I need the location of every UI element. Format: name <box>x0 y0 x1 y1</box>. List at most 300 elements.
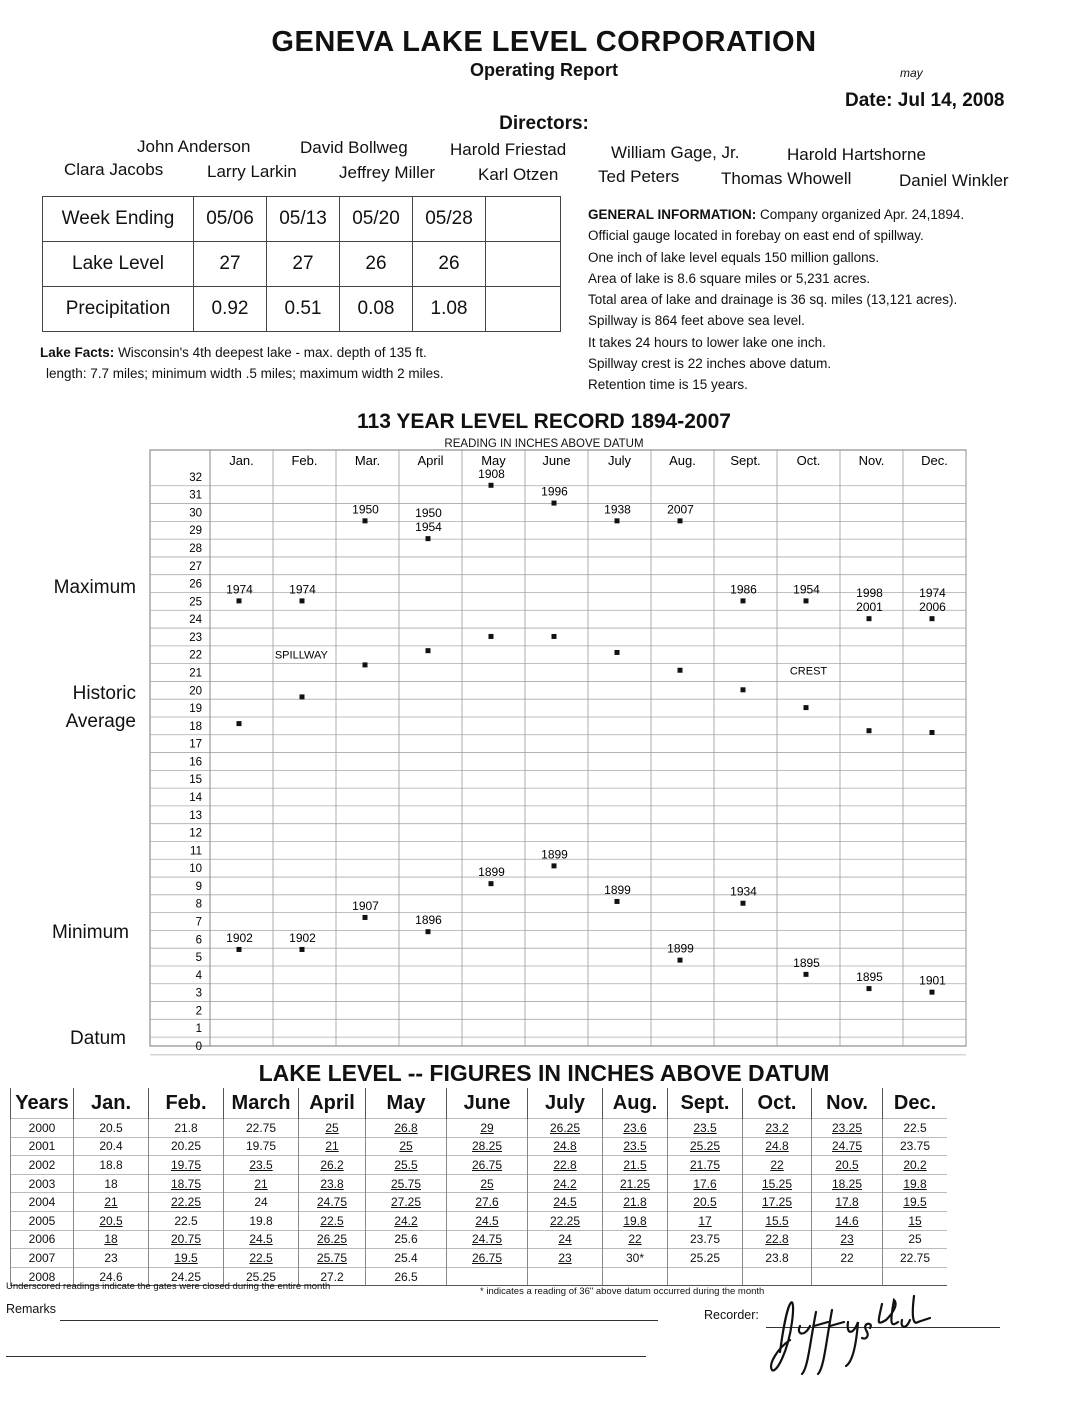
level-cell: 19.8 <box>603 1211 668 1230</box>
table-row <box>11 1174 948 1193</box>
min-year-label: 1899 <box>541 847 568 862</box>
avg-point <box>300 694 305 699</box>
level-cell <box>603 1267 668 1286</box>
table-row <box>11 1156 948 1175</box>
level-cell: 22 <box>743 1156 812 1175</box>
level-cell: 22 <box>603 1230 668 1249</box>
max-year-label: 1998 <box>856 586 883 601</box>
min-year-label: 1902 <box>289 930 316 945</box>
level-cell: 20.25 <box>149 1137 224 1156</box>
table-row <box>11 1211 948 1230</box>
chart-subtitle: READING IN INCHES ABOVE DATUM <box>444 438 644 450</box>
min-point <box>300 947 305 952</box>
max-point <box>300 598 305 603</box>
y-tick-label: 25 <box>189 596 202 609</box>
level-cell: 25.75 <box>366 1174 447 1193</box>
level-cell: 18 <box>74 1174 149 1193</box>
max-point <box>489 483 494 488</box>
y-tick-label: 4 <box>195 969 202 982</box>
max-year-label: 1908 <box>478 466 505 481</box>
director-name: John Anderson <box>137 137 251 156</box>
recorder-signature <box>766 1282 936 1378</box>
level-cell: 26.25 <box>528 1119 603 1138</box>
level-cell: 15.5 <box>743 1211 812 1230</box>
level-cell <box>447 1267 528 1286</box>
avg-point <box>237 721 242 726</box>
y-tick-label: 22 <box>189 649 202 662</box>
level-cell: 24.75 <box>447 1230 528 1249</box>
director-name: Thomas Whowell <box>721 169 852 188</box>
level-cell: 24.5 <box>447 1211 528 1230</box>
table-cell: 05/28 <box>413 197 486 242</box>
recorder-label: Recorder: <box>704 1308 759 1322</box>
avg-point <box>867 728 872 733</box>
max-year-label: 1986 <box>730 582 757 597</box>
level-cell: 27.2 <box>299 1267 366 1286</box>
month-label: Jan. <box>229 453 254 468</box>
month-label: Aug. <box>669 453 696 468</box>
month-label: June <box>542 453 571 468</box>
year-cell: 2002 <box>11 1156 74 1175</box>
level-cell: 24.2 <box>366 1211 447 1230</box>
director-name: Daniel Winkler <box>899 171 1009 190</box>
min-year-label: 1901 <box>919 973 946 988</box>
level-cell: 25.25 <box>668 1249 743 1268</box>
min-point <box>552 863 557 868</box>
facts-line: length: 7.7 miles; minimum width .5 miles; maximum width 2 miles. <box>46 366 444 381</box>
y-tick-label: 8 <box>195 898 202 911</box>
table-cell: 05/20 <box>340 197 413 242</box>
level-cell: 19.5 <box>883 1193 948 1212</box>
footnote-underscore: Underscored readings indicate the gates were closed during the entire month <box>6 1281 331 1292</box>
table-cell: 0.92 <box>194 287 267 332</box>
director-name: David Bollweg <box>300 138 408 157</box>
level-cell: 15 <box>883 1211 948 1230</box>
level-cell <box>668 1267 743 1286</box>
facts-text: Wisconsin's 4th deepest lake - max. depth of 135 ft. <box>118 345 427 360</box>
level-cell: 22.5 <box>224 1249 299 1268</box>
level-cell: 22 <box>812 1249 883 1268</box>
month-label: July <box>607 453 632 468</box>
maximum-label: Maximum <box>53 577 136 598</box>
month-label: Nov. <box>858 453 885 468</box>
max-year-label: 1996 <box>541 484 568 499</box>
y-tick-label: 15 <box>189 774 202 787</box>
level-cell: 22.5 <box>299 1211 366 1230</box>
level-cell: 20.75 <box>149 1230 224 1249</box>
year-cell: 2006 <box>11 1230 74 1249</box>
column-header: July <box>528 1088 603 1119</box>
min-year-label: 1934 <box>730 884 757 899</box>
level-cell: 27.25 <box>366 1193 447 1212</box>
year-cell: 2004 <box>11 1193 74 1212</box>
level-cell: 29 <box>447 1119 528 1138</box>
y-tick-label: 12 <box>189 827 202 840</box>
y-tick-label: 11 <box>190 845 202 858</box>
y-tick-label: 29 <box>189 525 202 538</box>
max-year-label: 1974 <box>919 586 946 601</box>
level-cell: 14.6 <box>812 1211 883 1230</box>
table-cell: 1.08 <box>413 287 486 332</box>
column-header: Feb. <box>149 1088 224 1119</box>
director-name: Clara Jacobs <box>64 160 164 179</box>
table-cell: 26 <box>340 242 413 287</box>
info-line: Area of lake is 8.6 square miles or 5,231 acres. <box>588 270 871 286</box>
level-cell: 20.2 <box>883 1156 948 1175</box>
avg-point <box>426 648 431 653</box>
y-tick-label: 24 <box>189 614 202 627</box>
y-tick-label: 0 <box>195 1041 202 1053</box>
level-cell: 17.6 <box>668 1174 743 1193</box>
level-cell: 21.25 <box>603 1174 668 1193</box>
y-tick-label: 19 <box>189 703 202 716</box>
year-cell: 2007 <box>11 1249 74 1268</box>
table-row <box>11 1193 948 1212</box>
level-cell: 19.5 <box>149 1249 224 1268</box>
table-cell: 0.08 <box>340 287 413 332</box>
y-tick-label: 6 <box>195 934 202 947</box>
month-label: May <box>481 453 506 468</box>
level-cell: 23 <box>812 1230 883 1249</box>
y-tick-label: 26 <box>189 578 202 591</box>
min-point <box>867 986 872 991</box>
director-name: Karl Otzen <box>478 165 559 184</box>
table-row <box>11 1249 948 1268</box>
y-tick-label: 28 <box>189 543 202 556</box>
level-cell: 22.5 <box>883 1119 948 1138</box>
max-year-label: 1938 <box>604 502 631 517</box>
level-cell: 25.6 <box>366 1230 447 1249</box>
level-cell: 24.8 <box>528 1137 603 1156</box>
level-cell: 25.4 <box>366 1249 447 1268</box>
y-tick-label: 2 <box>195 1005 202 1018</box>
avg-point <box>363 662 368 667</box>
max-point <box>615 518 620 523</box>
level-cell: 25 <box>883 1230 948 1249</box>
column-header: Jan. <box>74 1088 149 1119</box>
level-cell: 22.8 <box>743 1230 812 1249</box>
avg-point <box>615 650 620 655</box>
directors-label: Directors: <box>499 113 589 134</box>
remarks-label: Remarks <box>6 1302 57 1316</box>
year-cell: 2000 <box>11 1119 74 1138</box>
column-header: Oct. <box>743 1088 812 1119</box>
level-cell: 20.5 <box>668 1193 743 1212</box>
level-cell: 17.8 <box>812 1193 883 1212</box>
max-year-label: 1954 <box>793 582 820 597</box>
director-name: Jeffrey Miller <box>339 163 436 182</box>
level-cell: 19.75 <box>149 1156 224 1175</box>
month-label: Dec. <box>921 453 948 468</box>
min-year-label: 1896 <box>415 913 442 928</box>
level-cell: 23.25 <box>812 1119 883 1138</box>
min-year-label: 1902 <box>226 930 253 945</box>
director-name: Harold Hartshorne <box>787 145 926 164</box>
average-label: Average <box>65 711 136 732</box>
max-point <box>237 598 242 603</box>
min-point <box>741 901 746 906</box>
table-cell: 27 <box>267 242 340 287</box>
page-title: GENEVA LAKE LEVEL CORPORATION <box>271 26 817 58</box>
table-row <box>11 1230 948 1249</box>
level-cell: 23.75 <box>668 1230 743 1249</box>
max-point <box>552 501 557 506</box>
table-row <box>11 1137 948 1156</box>
level-cell: 23.8 <box>743 1249 812 1268</box>
level-cell: 24.25 <box>149 1267 224 1286</box>
min-year-label: 1895 <box>856 970 883 985</box>
table-row <box>11 1119 948 1138</box>
min-year-label: 1907 <box>352 898 379 913</box>
y-tick-label: 14 <box>189 792 202 805</box>
y-tick-label: 10 <box>189 863 202 876</box>
level-cell: 23.5 <box>603 1137 668 1156</box>
level-cell: 25 <box>299 1119 366 1138</box>
datum-label: Datum <box>70 1028 126 1049</box>
level-cell: 26.75 <box>447 1249 528 1268</box>
level-cell: 21 <box>224 1174 299 1193</box>
y-tick-label: 30 <box>189 507 202 520</box>
level-cell: 24.2 <box>528 1174 603 1193</box>
level-cell: 26.25 <box>299 1230 366 1249</box>
level-cell: 23.5 <box>224 1156 299 1175</box>
max-point <box>426 536 431 541</box>
level-cell: 25 <box>366 1137 447 1156</box>
level-cell: 23 <box>528 1249 603 1268</box>
level-cell: 22.25 <box>149 1193 224 1212</box>
level-cell: 20.5 <box>74 1119 149 1138</box>
crest-label: CREST <box>789 665 828 678</box>
y-tick-label: 1 <box>195 1023 202 1036</box>
y-tick-label: 3 <box>195 987 202 1000</box>
level-cell: 28.25 <box>447 1137 528 1156</box>
minimum-label: Minimum <box>51 922 129 943</box>
min-point <box>489 881 494 886</box>
level-cell: 26.5 <box>366 1267 447 1286</box>
y-tick-label: 7 <box>195 916 202 929</box>
level-cell: 24.5 <box>224 1230 299 1249</box>
level-cell: 19.75 <box>224 1137 299 1156</box>
column-header: March <box>224 1088 299 1119</box>
level-cell: 24.75 <box>299 1193 366 1212</box>
level-cell: 21.8 <box>603 1193 668 1212</box>
level-cell: 26.2 <box>299 1156 366 1175</box>
avg-point <box>489 634 494 639</box>
min-point <box>363 915 368 920</box>
avg-point <box>930 730 935 735</box>
level-cell: 25.5 <box>366 1156 447 1175</box>
level-cell: 19.8 <box>224 1211 299 1230</box>
level-cell: 23 <box>74 1249 149 1268</box>
info-line: Spillway is 864 feet above sea level. <box>588 313 805 329</box>
y-tick-label: 32 <box>189 471 202 484</box>
month-note: may <box>900 66 923 80</box>
row-label: Week Ending <box>43 197 194 242</box>
column-header: Sept. <box>668 1088 743 1119</box>
year-cell: 2003 <box>11 1174 74 1193</box>
level-cell: 25.25 <box>224 1267 299 1286</box>
level-cell: 30* <box>603 1249 668 1268</box>
column-header: Dec. <box>883 1088 948 1119</box>
min-point <box>930 990 935 995</box>
level-cell: 26.75 <box>447 1156 528 1175</box>
year-cell: 2005 <box>11 1211 74 1230</box>
max-year-label: 1950 <box>415 506 442 521</box>
info-line: Official gauge located in forebay on east end of spillway. <box>588 228 924 244</box>
level-cell: 20.5 <box>74 1211 149 1230</box>
level-cell: 23.8 <box>299 1174 366 1193</box>
level-cell: 20.5 <box>812 1156 883 1175</box>
max-point <box>363 518 368 523</box>
lake-level-table <box>10 1088 947 1286</box>
level-cell: 18.8 <box>74 1156 149 1175</box>
table-header-row <box>11 1088 948 1119</box>
year-cell: 2008 <box>11 1267 74 1286</box>
max-point <box>930 616 935 621</box>
level-cell: 23.5 <box>668 1119 743 1138</box>
level-cell: 17.25 <box>743 1193 812 1212</box>
y-tick-label: 27 <box>189 560 202 573</box>
month-label: Feb. <box>291 453 318 468</box>
level-cell: 23.6 <box>603 1119 668 1138</box>
max-point <box>867 616 872 621</box>
y-tick-label: 31 <box>189 489 202 502</box>
level-cell: 20.4 <box>74 1137 149 1156</box>
level-cell: 17 <box>668 1211 743 1230</box>
y-tick-label: 13 <box>189 809 202 822</box>
level-cell: 22.8 <box>528 1156 603 1175</box>
y-tick-label: 23 <box>189 631 202 644</box>
spillway-label: SPILLWAY <box>274 649 328 662</box>
facts-heading: Lake Facts: <box>40 345 115 360</box>
level-cell: 21 <box>299 1137 366 1156</box>
director-name: Ted Peters <box>598 167 680 186</box>
max-year-label: 1954 <box>415 520 442 535</box>
max-year-label: 1950 <box>352 502 379 517</box>
avg-point <box>741 687 746 692</box>
min-year-label: 1899 <box>604 882 631 897</box>
level-cell: 22.75 <box>883 1249 948 1268</box>
info-line: Spillway crest is 22 inches above datum. <box>588 356 832 372</box>
month-label: Oct. <box>796 453 821 468</box>
min-year-label: 1899 <box>478 865 505 880</box>
column-header: May <box>366 1088 447 1119</box>
level-cell: 15.25 <box>743 1174 812 1193</box>
director-name: Harold Friestad <box>450 140 567 159</box>
column-header: June <box>447 1088 528 1119</box>
level-cell: 18.75 <box>149 1174 224 1193</box>
remarks-line <box>60 1320 658 1321</box>
row-label: Precipitation <box>43 287 194 332</box>
column-header: April <box>299 1088 366 1119</box>
footnote-asterisk: * indicates a reading of 36" above datum occurred during the month <box>480 1286 765 1297</box>
y-tick-label: 9 <box>195 880 202 893</box>
min-year-label: 1895 <box>793 955 820 970</box>
info-line: Total area of lake and drainage is 36 sq. miles (13,121 acres). <box>588 292 958 308</box>
level-cell: 24.6 <box>74 1267 149 1286</box>
level-cell: 25 <box>447 1174 528 1193</box>
max-point <box>804 598 809 603</box>
y-tick-label: 5 <box>195 952 202 965</box>
level-cell: 27.6 <box>447 1193 528 1212</box>
table-cell: 05/06 <box>194 197 267 242</box>
row-label: Lake Level <box>43 242 194 287</box>
info-line: Retention time is 15 years. <box>588 377 748 393</box>
level-cell: 22.75 <box>224 1119 299 1138</box>
y-tick-label: 17 <box>189 738 202 751</box>
level-cell: 23.75 <box>883 1137 948 1156</box>
level-cell: 24.8 <box>743 1137 812 1156</box>
y-tick-label: 16 <box>189 756 202 769</box>
table-cell: 27 <box>194 242 267 287</box>
historic-label: Historic <box>72 683 136 704</box>
lake-level-title: LAKE LEVEL -- FIGURES IN INCHES ABOVE DATUM <box>258 1060 830 1086</box>
avg-point <box>804 705 809 710</box>
max-year-label: 2006 <box>919 600 946 615</box>
year-cell: 2001 <box>11 1137 74 1156</box>
level-cell: 18 <box>74 1230 149 1249</box>
table-cell: 05/13 <box>267 197 340 242</box>
director-name: William Gage, Jr. <box>611 143 740 162</box>
max-year-label: 1974 <box>289 582 316 597</box>
level-cell: 25.75 <box>299 1249 366 1268</box>
table-cell: 26 <box>413 242 486 287</box>
level-cell: 24.5 <box>528 1193 603 1212</box>
page-subtitle: Operating Report <box>469 60 618 80</box>
max-year-label: 2007 <box>667 502 694 517</box>
column-header: Years <box>11 1088 74 1119</box>
max-point <box>741 598 746 603</box>
min-point <box>615 899 620 904</box>
min-point <box>804 972 809 977</box>
remarks-line-2 <box>6 1356 646 1357</box>
level-cell: 21.8 <box>149 1119 224 1138</box>
min-point <box>426 929 431 934</box>
level-cell: 24 <box>528 1230 603 1249</box>
level-cell: 21 <box>74 1193 149 1212</box>
level-cell <box>528 1267 603 1286</box>
y-tick-label: 18 <box>189 720 202 733</box>
level-cell: 24.75 <box>812 1137 883 1156</box>
column-header: Aug. <box>603 1088 668 1119</box>
max-year-label: 2001 <box>856 600 883 615</box>
level-cell: 21.75 <box>668 1156 743 1175</box>
chart-title: 113 YEAR LEVEL RECORD 1894-2007 <box>357 410 731 433</box>
level-cell: 25.25 <box>668 1137 743 1156</box>
y-tick-label: 20 <box>189 685 202 698</box>
min-point <box>678 958 683 963</box>
level-cell: 24 <box>224 1193 299 1212</box>
min-point <box>237 947 242 952</box>
column-header: Nov. <box>812 1088 883 1119</box>
avg-point <box>552 634 557 639</box>
level-cell: 19.8 <box>883 1174 948 1193</box>
table-cell: 0.51 <box>267 287 340 332</box>
level-cell: 23.2 <box>743 1119 812 1138</box>
month-label: April <box>417 453 444 468</box>
info-text: Company organized Apr. 24,1894. <box>760 207 965 222</box>
y-tick-label: 21 <box>189 667 202 680</box>
director-name: Larry Larkin <box>207 162 297 181</box>
avg-point <box>678 668 683 673</box>
month-label: Mar. <box>354 453 381 468</box>
info-heading: GENERAL INFORMATION: <box>588 207 757 222</box>
level-cell: 21.5 <box>603 1156 668 1175</box>
level-cell: 26.8 <box>366 1119 447 1138</box>
info-line: One inch of lake level equals 150 million gallons. <box>588 249 880 265</box>
max-point <box>678 518 683 523</box>
month-label: Sept. <box>730 453 761 468</box>
